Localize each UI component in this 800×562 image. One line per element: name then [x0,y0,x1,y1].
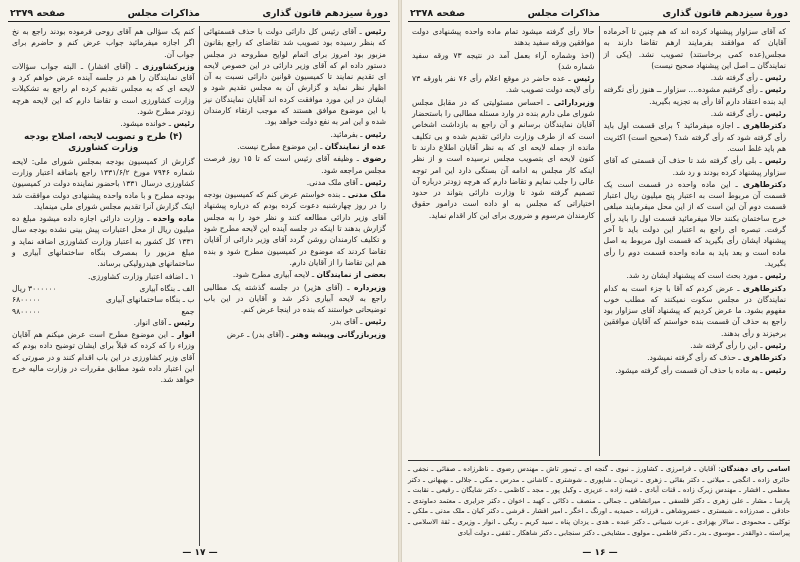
paragraph-text: ـ احساس مسئولیتی که در مقابل مجلس شورای ملی دارم بنده در وارد مسئله مطالبی را باستحضار آقایان نمایندگان برسانم و آن راجع به بازداشت اشخاص است که از طرف وزارت دارائی تقدیم شده و بی تکلیف مانده از جمله لایحه ای که به نظر آقایان اطلاع دارند تا کنون لایحه ای بتصویب مجلس نرسیده است و از نظر اینکه کار مجلس به ادامه آن بستگی دارد این امر توجه عالی را جلب نمایم و تقاضا دارم که هرچه زودتر درباره آن تصمیم گرفته شود تا وزارت دارائی بتواند در حدود اختیاراتی که مجلس به او داده است درامور حقوق کارمندان مرسوم و ضروری برای این کار اقدام نماید. [412,97,595,220]
speaker-name: دکترطاهری [742,353,786,363]
voter-names: آقایان ـ فرامرزی ـ کشاورز ـ نبوی ـ گنجه ای ـ تیمور تاش ـ مهندس رضوی ـ ناظرزاده ـ صفائی ـ نجفی ـ حائری زاده ـ انگجی ـ میلانی ـ دکتر بقائی ـ زهری ـ نریمان ـ شاپوری ـ شوشتری ـ کاشانی ـ مدرس ـ مکی ـ جلالی ـ بهبهانی ـ دکتر معظمی ـ افشار ـ مهندس زیرک زاده ـ قنات آبادی ـ فقیه زاده ـ عزیزی ـ وکیل پور ـ مجد ـ کاظمی ـ دکتر شایگان ـ رفیعی ـ نقابت ـ پارسا ـ مشار ـ علی زهری ـ دکتر فلسفی ـ میرانشاهی ـ جمالی ـ منصف ـ ذکائی ـ کهبد ـ اخوان ـ دکتر جزایری ـ معتمد دماوندی ـ حاذقی ـ صدرزاده ـ شبستری ـ خسروشاهی ـ فرزانه ـ حمیدیه ـ اورنگ ـ اخگر ـ امیر افشار ـ فرشی ـ دکتر کیان ـ ملک مدنی ـ ملکی ـ توکلی ـ محمودی ـ سالار بهزادی ـ عرب شیبانی ـ دکتر عبده ـ هدی ـ یزدان پناه ـ سید کریم ـ ریگی ـ انوار ـ وزیری ـ ثقة الاسلامی ـ پیراسته ـ ذوالقدر ـ موسوی ـ بدر ـ دکتر فاطمی ـ مولوی ـ مشایخی ـ دکتر سنجابی ـ دکتر شاهکار ـ ثقفی ـ دولت آبادی [408,465,790,537]
paragraph-text: ـ اجازه میفرمائید ؟ برای قسمت اول باید رأی گرفته شود که رأی گرفته شد؟ (صحیح است) اکثریت هم باید غلط است. [603,121,786,153]
paragraph-text: ـ بفرمائید. [330,129,363,139]
speaker-name: رئیس [364,27,386,36]
paragraph-text: ـ رأی گرفته شد. [710,109,763,119]
paragraph-text: ـ بلی رأی گرفته شد تا حذف آن قسمتی که آقای سزاوار پیشنهاد کرده بودند و رد شد. [603,156,786,177]
right-header-title: دورهٔ سیزدهم قانون گذاری [662,7,788,19]
voter-names-title: اسامی رای دهندگان [720,465,790,473]
right-header-page: صفحه ۲۳۷۸ [410,7,466,19]
paragraph-text: کنم یک سؤالی هم آقای روحی فرموده بودند راجع به نخ اگر اجازه میفرمائید جواب عرض کنم و حاضرم برای جواب آن. [12,27,195,59]
paragraph [604,84,787,107]
paragraph-text: ـ به ماده با حذف آن قسمت رأی گرفته میشود. [615,365,763,375]
speaker-name: رئیس [764,85,786,95]
speaker-name: دکترطاهری [742,121,786,131]
paragraph [12,118,195,129]
speaker-name: رئیس [764,73,786,83]
budget-value: ۹۸۰۰۰۰۰ [12,306,41,316]
paragraph [12,271,195,282]
paragraph-text: ـ آقای ملک مدنی. [306,177,363,187]
speaker-name: وزیربازرگانی وپیشه وهنر [290,329,386,339]
paragraph-text: ـ (آقای افشار) ـ البته جواب سؤالات آقای نمایندگان را هم در جلسه آینده عرض خواهم کرد و لایحه ای که به مجلس تقدیم کرده ام راجع به تشکیلات وزارت کشاورزی است و تقاضا دارم که این لایحه هرچه زودتر مطرح شود. [12,61,195,117]
right-column-2 [408,26,600,456]
budget-row [12,283,195,294]
paragraph [204,141,387,152]
speaker-name: وزیردارائی [553,97,595,107]
paragraph-text: ـ آقای انوار. [133,317,172,327]
speaker-name: رئیس [764,109,786,119]
speaker-name: عده از نمایندگان [324,141,386,151]
speaker-name: رئیس [764,271,786,281]
speaker-name: رئیس [764,341,786,351]
paragraph-text: ـ مورد بحث است که پیشنهاد ایشان رد شد. [626,271,763,281]
left-columns [8,26,390,546]
paragraph [204,316,387,327]
paragraph-text: ـ وزارت دارائی اجازه داده میشود مبلغ ده میلیون ریال از محل اعتبارات پیش بینی نشده بودجه سال ۱۳۳۱ کل کشور به اعتبار وزارت کشاورزی اضافه نماید و مبلغ مزبور را بمصرف بنگاه ساختمانهای آبیاری و ساختمانهای هیدرولیکی برساند. [12,214,195,269]
speaker-name: دکترطاهری [742,179,786,189]
left-column-1 [200,26,391,546]
paragraph [412,73,595,96]
speaker-name: رئیس [364,177,386,187]
budget-value: ۳۰۰۰۰۰۰ ریال [12,283,57,293]
paragraph [604,270,787,281]
paragraph [604,155,787,178]
paragraph [12,156,195,212]
right-page [400,0,800,562]
paragraph-text: ـ حذف که رأی گرفته نمیشود. [647,353,741,363]
paragraph [204,26,387,128]
paragraph [204,329,387,340]
right-folio: — ۱۶ — [582,548,618,558]
paragraph-text: ـ این موضوع مطرح نیست. [237,141,323,151]
paragraph [204,189,387,268]
paragraph-text: ـ این موضوع مطرح است عرض میکنم هم آقایان وزراء را که کرده که قبلاً برای ایشان توضیح داده بودم که آقای وزیر کشاورزی در این باب اقدام کنند و در صورتی که این اعتبار داده شود مطابق مقررات در وزارت مالیه خرج خواهد شد. [12,330,195,385]
budget-row [12,306,195,317]
paragraph [12,26,195,60]
paragraph-text: حالا رأی گرفته میشود تمام ماده واحده پیشنهادی دولت موافقین ورقه سفید بدهند [412,27,595,48]
speaker-name: وزیرکشاورزی [142,61,195,71]
paragraph-text: ـ عرض کردم که آقا با جزء است به کدام نمایندگان در مجلس سکوت نمیکنند که مطلب خوب مفهوم بشود. ما عرض کردیم که پیشنهاد آقای سزاوار بود راجع به حذف آن قسمت بنده خواستم که آقایان موافقین برخیزند و رأی بدهند. [603,283,786,338]
paragraph [604,352,787,363]
paragraph [204,129,387,140]
paragraph [604,108,787,119]
section-heading: (۴) طرح و تصویب لایحه، اصلاح بودجه وزارت کشاورزی [24,131,183,153]
paragraph-text: که آقای سزاوار پیشنهاد کرده اند که هم چنین تا آخرماده آقایان که موافقند بفرمایند ارهم تقاضا دارند به مجلس(عده کمی برخاستند) تصویب نشد. (یکی از نمایندگان ــ اصل این پیشنهاد صحیح نیست) [603,27,786,70]
voter-names-block: اسامی رای دهندگان: آقایان ـ فرامرزی ـ کشاورز ـ نبوی ـ گنجه ای ـ تیمور تاش ـ مهندس رضوی ـ ناظرزاده ـ صفائی ـ نجفی ـ حائری زاده ـ انگجی ـ میلانی ـ دکتر بقائی ـ زهری ـ نریمان ـ شاپوری ـ شوشتری ـ کاشانی ـ مدرس ـ مکی ـ جلالی ـ بهبهانی ـ دکتر معظمی ـ افشار ـ مهندس زیرک زاده ـ قنات آبادی ـ فقیه زاده ـ عزیزی ـ وکیل پور ـ مجد ـ کاظمی ـ دکتر شایگان ـ رفیعی ـ نقابت ـ پارسا ـ مشار ـ علی زهری ـ دکتر فلسفی ـ میرانشاهی ـ جمالی ـ منصف ـ ذکائی ـ کهبد ـ اخوان ـ دکتر جزایری ـ معتمد دماوندی ـ حاذقی ـ صدرزاده ـ شبستری ـ خسروشاهی ـ فرزانه ـ حمیدیه ـ اورنگ ـ اخگر ـ امیر افشار ـ فرشی ـ دکتر کیان ـ ملک مدنی ـ ملکی ـ توکلی ـ محمودی ـ سالار بهزادی ـ عرب شیبانی ـ دکتر عبده ـ هدی ـ یزدان پناه ـ سید کریم ـ ریگی ـ انوار ـ وزیری ـ ثقة الاسلامی ـ پیراسته ـ ذوالقدر ـ موسوی ـ بدر ـ دکتر فاطمی ـ مولوی ـ مشایخی ـ دکتر سنجابی ـ دکتر شاهکار ـ ثقفی ـ دولت آبادی [408,460,790,538]
paragraph-text: ـ بنده خواستم عرض کنم که کمیسیون بودجه را در روز چهارشنبه دعوت کرده بودم که درباره پیشنهاد آقای وزیر دارائی مطالعه کنند و نظر خود را به مجلس گزارش بدهند تا اینکه در جلسه آینده این لایحه مطرح شود و تکلیف کارمندان روشن گردد آقای وزیر دارائی از آقایان تقاضا کردند که موضوع در کمیسیون مطرح شود و بنده هم این تقاضا را از آقایان دارم. [203,190,386,267]
paragraph [12,213,195,269]
paragraph [412,97,595,221]
paragraph [604,26,787,71]
speaker-name: دکترطاهری [742,283,787,293]
paragraph [12,317,195,328]
budget-label: جمع [181,306,195,316]
right-running-head [408,6,790,22]
paragraph-text: ـ رأی گرفتیم مشوده.... سزاوار ــ هنوز رأی نگرفته اید بنده اعتقاد دارم آقا رأی به تجزیه بگیرید. [603,85,786,106]
paragraph-text: ـ آقای رئیس کل دارائی دولت با حذف قسمتهائی که بنظر رسیده بود تصویب شد تقاضای که راجع بقانون مزبور بود امروز برای اتمام لوایح مطروحه در مجلس دستور داده ام که آقای وزیر دارائی در این خصوص لایحه ای تقدیم نمایند تا کمیسیون قوانین دارائی نسبت به آن اظهار نظر نماید و گزارش آن به مجلس تقدیم شود و ایشان در این مورد موافقت کرده اند آقایان نمایندگان نیز با این موضوع موافق هستند که موجب ارتقاء کارمندان شده و این امر به نفع دولت خواهد بود. [203,27,386,127]
speaker-name: رضوی [362,154,386,164]
budget-row [12,294,195,305]
paragraph [604,72,787,83]
paragraph [204,269,387,280]
paragraph-text: (اخذ وشماره آراء بعمل آمد در نتیجه ۷۳ ورقه سفید شماره شد) [412,50,595,71]
paragraph-text: ـ عده حاضر در موقع اعلام رأی ۷۶ نفر باورقه ۷۳ رأی لایحه دولت تصویب شد. [412,74,595,95]
speaker-name: رئیس [364,317,386,327]
paragraph [604,283,787,339]
paragraph [604,365,787,376]
paragraph [204,282,387,316]
right-header-center: مذاکرات مجلس [527,7,600,19]
paragraph-text: ـ (آقای هژیر) در جلسه گذشته یک مطالبی راجع به لایحه آبیاری ذکر شد و آقایان در این باب توضیحاتی خواستند که بنده در اینجا عرض کنم. [203,282,386,315]
paragraph [604,340,787,351]
budget-table [12,283,195,317]
paragraph [204,153,387,176]
paragraph [12,329,195,385]
paragraph [604,179,787,269]
left-folio: — ۱۷ — [182,548,218,558]
speaker-name: ماده واحده [153,214,195,224]
paragraph-text: ـ رأی گرفته شد. [710,73,763,83]
paragraph-text: ـ این ماده واحده در قسمت است یک قسمت آن مربوط است به اعتبار پنج میلیون ریال اعتبار قسمت دوم آن این است که از این محل میفرمایند مبلغی خرج ساختمان بکنند حالا میفرمائید قسمت اول را باید رأی گرفت. تبصره ای راجع به اعتبار این دولت باید تا آخر پیشنهاد ایشان رأی بگیرید که قسمت اول مربوط به اصل ماده است و بعد باید به ماده واحده قسمت دوم را رأی بگیرید. [603,179,786,268]
paragraph [604,120,787,154]
speaker-name: رئیس [173,317,195,327]
paragraph-text: گزارش از کمیسیون بودجه بمجلس شورای ملی: لایحه شماره ۷۹۴۶ مورخ ۱۳۳۱/۶/۲ راجع باضافه اعتبار وزارت کشاورزی درسال ۱۳۳۱ باحضور نماینده دولت در کمیسیون بودجه مطرح و با ماده واحده پیشنهادی دولت موافقت شد اینک گزارش آنرا تقدیم مجلس شورای ملی مینماید. [12,156,195,211]
speaker-name: بعضی از نمایندگان [316,270,386,280]
right-column-1 [600,26,791,456]
paragraph-text: ۱ ـ اضافه اعتبار وزارت کشاورزی. [88,271,195,281]
left-header-title: دورهٔ سیزدهم قانون گذاری [262,7,388,19]
paragraph [12,61,195,117]
paragraph [204,177,387,188]
left-column-2 [8,26,200,546]
paragraph [412,26,595,49]
speaker-name: رئیس [364,129,386,139]
speaker-name: رئیس [573,74,595,84]
speaker-name: انوار [177,330,195,340]
budget-label: الف ـ بنگاه آبیاری [139,283,195,293]
left-header-center: مذاکرات مجلس [127,7,200,19]
left-running-head [8,6,390,22]
speaker-name: رئیس [764,365,786,375]
speaker-name: رئیس [764,156,787,166]
paragraph [412,50,595,73]
right-columns [408,26,790,456]
paragraph-text: ـ لایحه آبیاری مطرح شود. [232,270,315,280]
speaker-name: ملک مدنی [347,190,386,200]
paragraph-text: ـ خوانده میشود. [120,119,172,129]
budget-label: ب ـ بنگاه ساختمانهای آبیاری [105,295,195,305]
budget-value: ۶۸۰۰۰۰۰ [12,295,41,305]
speaker-name: وزیرداره [353,282,386,292]
paragraph-text: ـ وظیفه آقای رئیس است که تا ۱۵ روز فرصت مجلس مراجعه شود. [203,154,386,175]
paragraph-text: ـ آقای بدر. [329,317,363,327]
speaker-name: رئیس [173,119,195,129]
paragraph-text: ـ این را رأی گرفته شد. [690,341,763,351]
paragraph-text: ـ (آقای بدر) ـ عرض [226,329,289,339]
left-header-page: صفحه ۲۳۷۹ [10,7,66,19]
